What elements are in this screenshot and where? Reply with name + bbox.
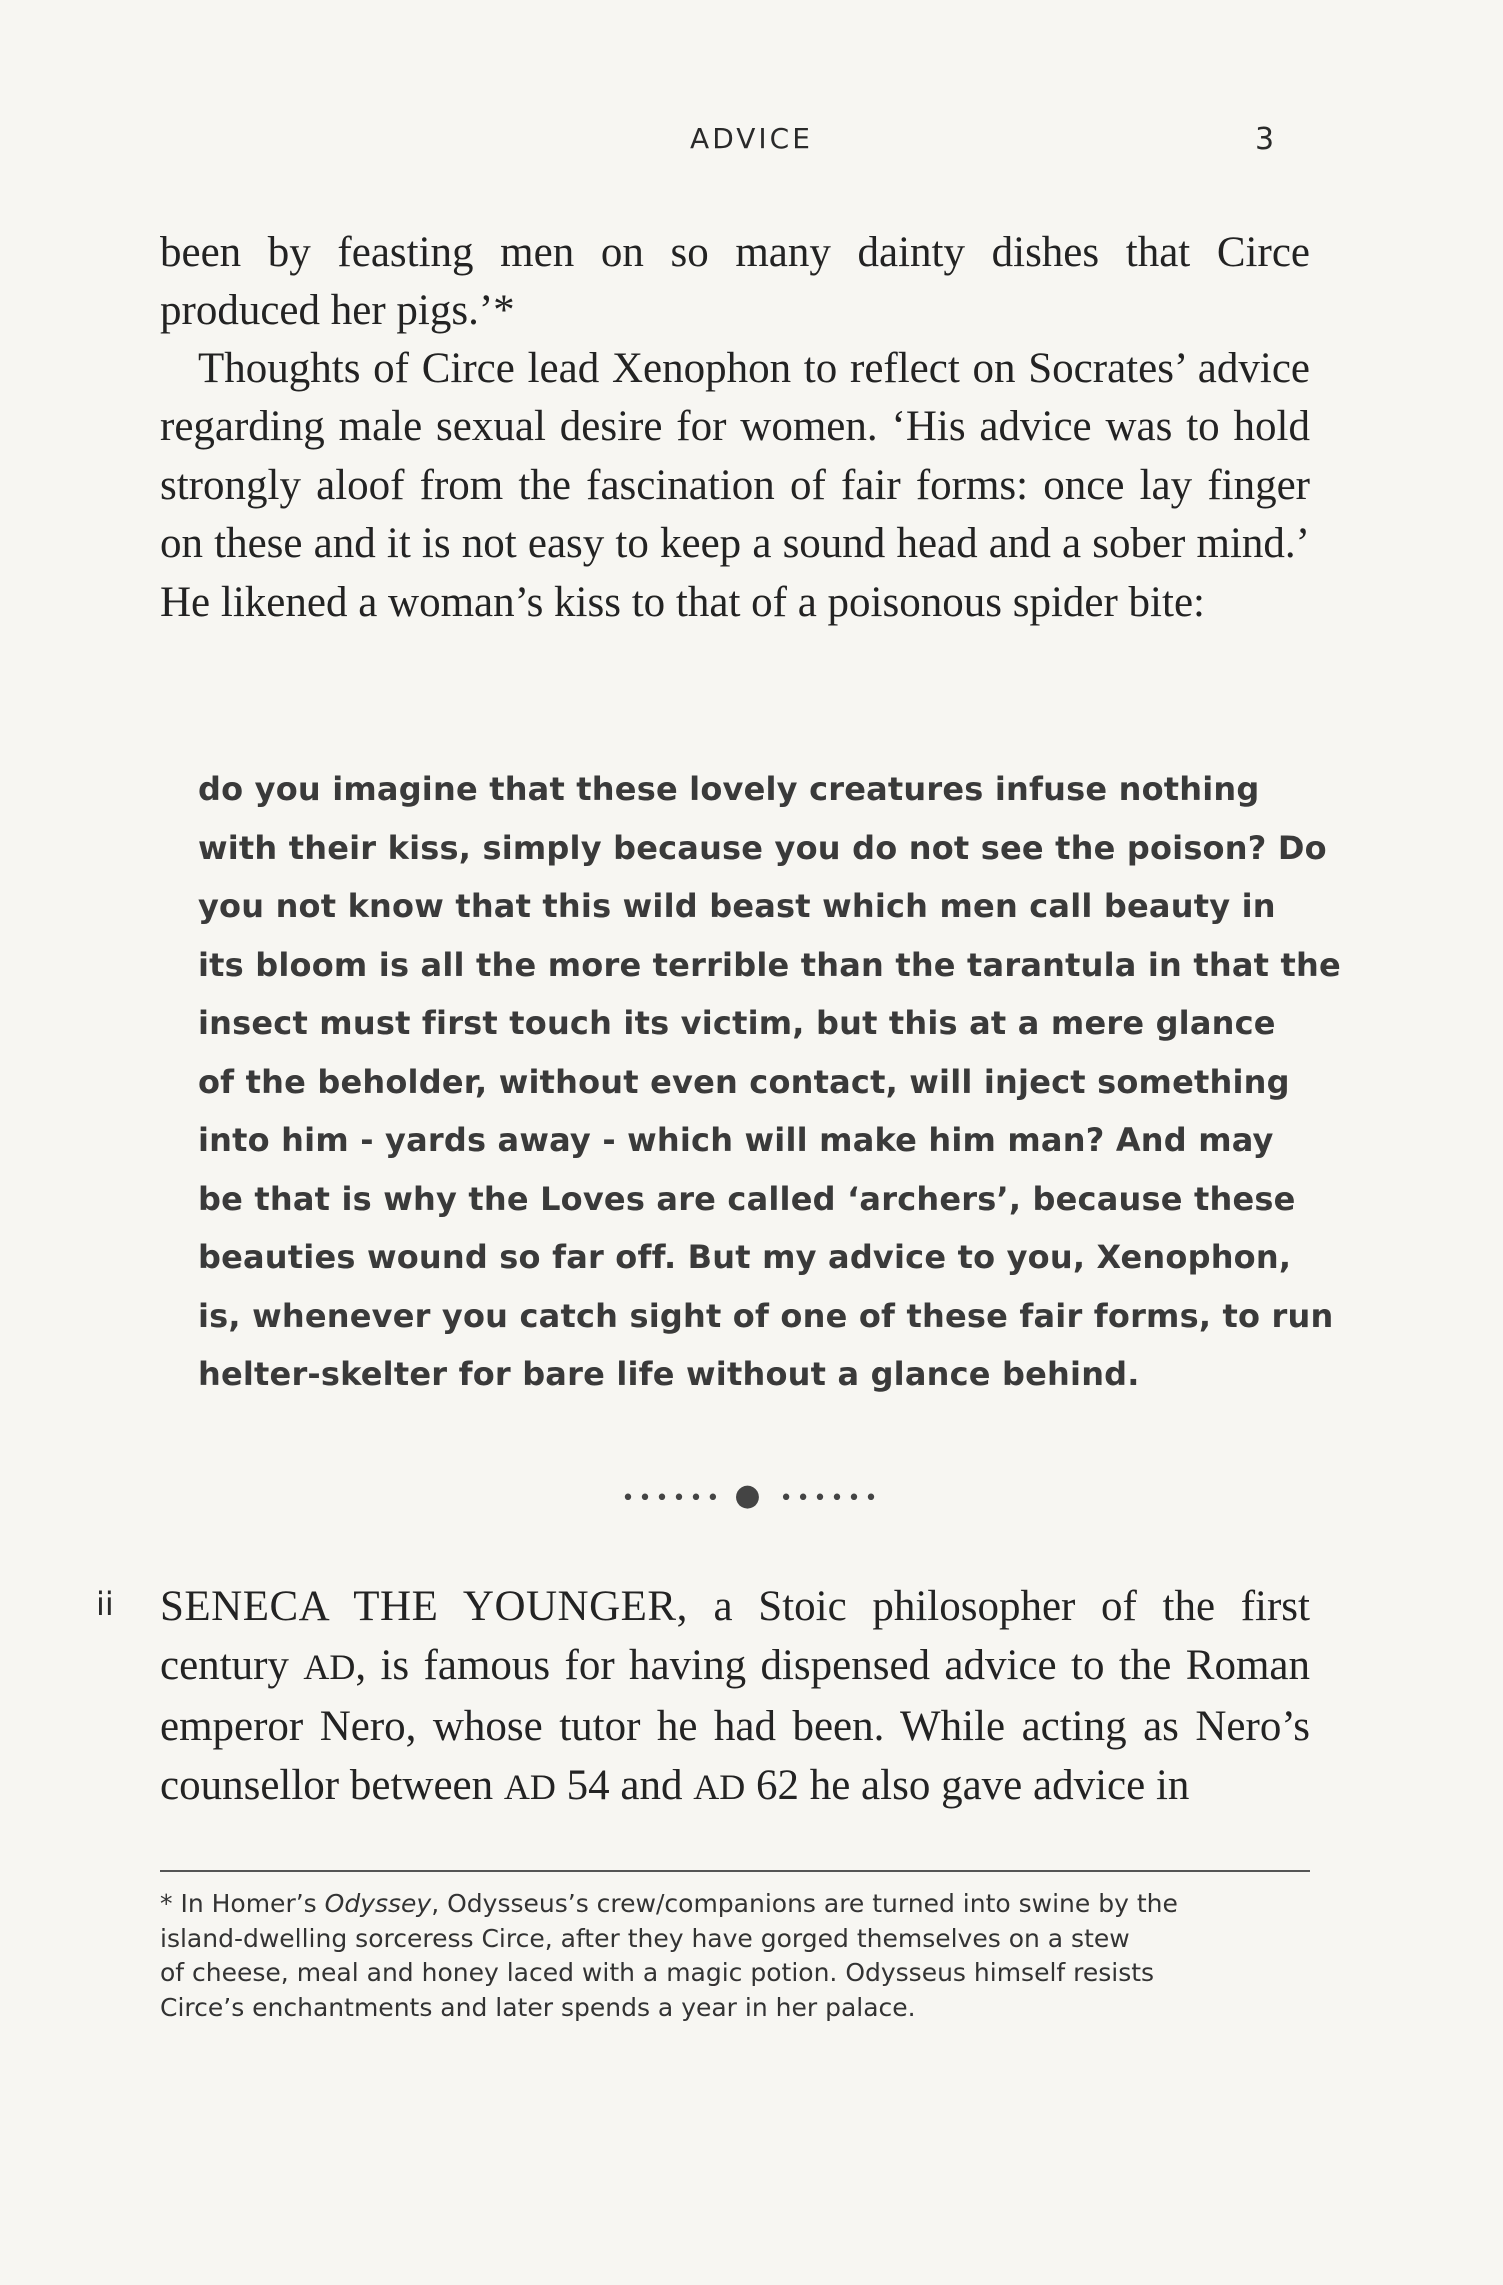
quote-line: into him - yards away - which will make him man? And may bbox=[198, 1121, 1274, 1159]
block-quote bbox=[198, 760, 1341, 1404]
running-head bbox=[0, 118, 1503, 166]
quote-line: helter-skelter for bare life without a glance behind. bbox=[198, 1355, 1140, 1393]
footnote bbox=[160, 1887, 1300, 2025]
quote-line: be that is why the Loves are called ‘archers’, because these bbox=[198, 1179, 1296, 1218]
quote-line: you not know that this wild beast which men call beauty in bbox=[198, 887, 1276, 925]
section-text: 54 and bbox=[555, 1762, 694, 1809]
quote-line: is, whenever you catch sight of one of these fair forms, to run bbox=[198, 1296, 1334, 1335]
era-abbreviation: AD bbox=[503, 1767, 556, 1807]
footnote-line bbox=[160, 1887, 1300, 1922]
footnote-rule bbox=[160, 1870, 1310, 1872]
section-text: a Stoic philosopher of the first century bbox=[160, 1583, 1310, 1689]
section-lead-name: SENECA THE YOUNGER, bbox=[160, 1583, 688, 1630]
footnote-line: of cheese, meal and honey laced with a magic potion. Odysseus himself resists bbox=[160, 1958, 1155, 1987]
era-abbreviation: AD bbox=[693, 1767, 746, 1807]
quote-line: beauties wound so far off. But my advice to you, Xenophon, bbox=[198, 1238, 1292, 1276]
quote-line: its bloom is all the more terrible than the tarantula in that the bbox=[198, 945, 1341, 984]
era-abbreviation: AD bbox=[303, 1647, 356, 1687]
footnote-line: Circe’s enchantments and later spends a year in her palace. bbox=[160, 1992, 916, 2022]
section-text: 62 he also gave advice in bbox=[745, 1762, 1190, 1809]
divider-dots-right: •••••• bbox=[779, 1486, 882, 1511]
divider-center-dot: ● bbox=[734, 1478, 769, 1513]
quote-line: do you imagine that these lovely creatures infuse nothing bbox=[198, 770, 1260, 808]
footnote-text: * In Homer’s bbox=[160, 1889, 325, 1918]
section-text: , is famous for having dispensed advice to the Roman emperor Nero, whose tutor he had been. While acting as Nero’s counsellor between bbox=[160, 1642, 1310, 1809]
section-divider bbox=[0, 1478, 1503, 1513]
footnote-text: , Odysseus’s crew/companions are turned into swine by the bbox=[431, 1889, 1178, 1918]
body-paragraph-1 bbox=[160, 224, 1310, 341]
running-title: ADVICE bbox=[690, 122, 813, 155]
quote-line: of the beholder, without even contact, will inject something bbox=[198, 1062, 1290, 1101]
page-number: 3 bbox=[1255, 122, 1275, 157]
section-ii-paragraph bbox=[160, 1577, 1310, 1817]
section-marker: ii bbox=[96, 1585, 114, 1623]
divider-dots-left: •••••• bbox=[621, 1486, 724, 1511]
footnote-italic-title: Odyssey bbox=[324, 1889, 432, 1918]
body-paragraph-2 bbox=[160, 340, 1310, 632]
quote-line: with their kiss, simply because you do not see the poison? Do bbox=[198, 828, 1327, 867]
quote-line: insect must first touch its victim, but this at a mere glance bbox=[198, 1004, 1276, 1042]
footnote-line: island-dwelling sorceress Circe, after they have gorged themselves on a stew bbox=[160, 1923, 1130, 1953]
paragraph-text: been by feasting men on so many dainty dishes that Circe produced her pigs.’* bbox=[160, 229, 1310, 335]
paragraph-text: Thoughts of Circe lead Xenophon to reflect on Socrates’ advice regarding male sexual desire for women. ‘His advice was to hold strongly aloof from the fascination of fair forms: once lay finger on these and it is not easy to keep a sound head and a sober mind.’ He likened a woman’s kiss to that of a poisonous spider bite: bbox=[160, 345, 1310, 626]
